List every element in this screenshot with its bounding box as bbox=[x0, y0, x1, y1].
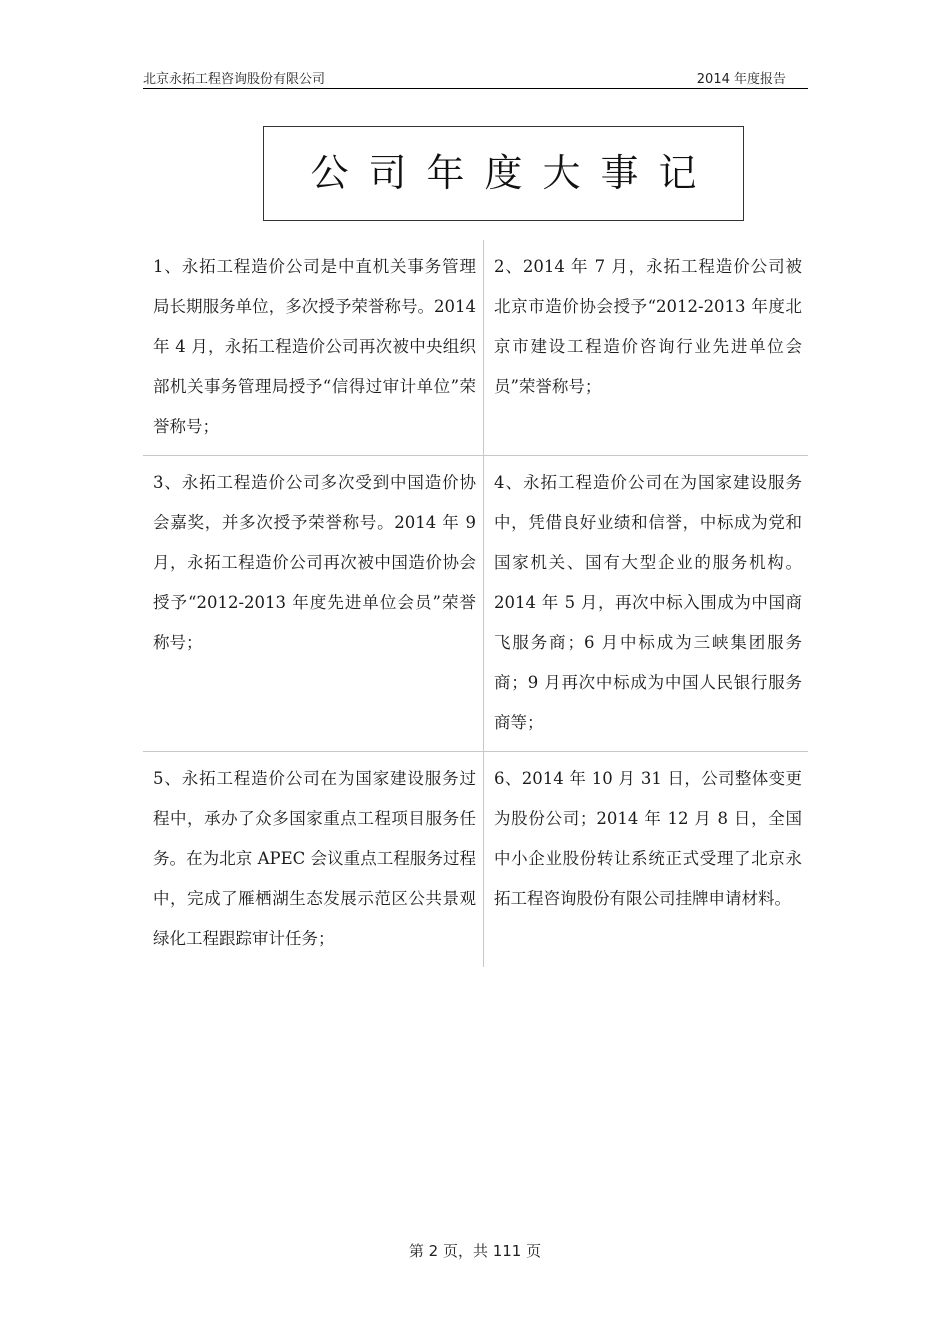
events-row-1 bbox=[143, 240, 808, 456]
event-6: 6、2014 年 10 月 31 日，公司整体变更为股份公司；2014 年 12 月 8 日，全国中小企业股份转让系统正式受理了北京永拓工程咨询股份有限公司挂牌申请材料。 bbox=[494, 769, 802, 908]
header-report-title: 2014 年度报告 bbox=[696, 72, 786, 87]
events-table bbox=[143, 240, 808, 967]
event-4: 4、永拓工程造价公司在为国家建设服务中，凭借良好业绩和信誉，中标成为党和国家机关、国有大型企业的服务机构。2014 年 5 月，再次中标入围成为中国商飞服务商；6 月中标成为三峡集团服务商；9 月再次中标成为中国人民银行服务商等； bbox=[494, 473, 802, 732]
header-company-name: 北京永拓工程咨询股份有限公司 bbox=[143, 72, 326, 87]
page-number: 第 2 页，共 111 页 bbox=[408, 1242, 542, 1260]
event-3: 3、永拓工程造价公司多次受到中国造价协会嘉奖，并多次授予荣誉称号。2014 年 9 月，永拓工程造价公司再次被中国造价协会授予“2012-2013 年度先进单位会员”荣誉称号； bbox=[143, 456, 484, 751]
page-header bbox=[143, 66, 808, 89]
event-5: 5、永拓工程造价公司在为国家建设服务过程中，承办了众多国家重点工程项目服务任务。在为北京 APEC 会议重点工程服务过程中，完成了雁栖湖生态发展示范区公共景观绿化工程跟踪审计任务； bbox=[143, 752, 484, 967]
page-title: 公司年度大事记 bbox=[263, 126, 744, 221]
event-1: 1、永拓工程造价公司是中直机关事务管理局长期服务单位，多次授予荣誉称号。2014 年 4 月，永拓工程造价公司再次被中央组织部机关事务管理局授予“信得过审计单位”荣誉称号； bbox=[143, 240, 484, 455]
events-row-3 bbox=[143, 752, 808, 967]
events-row-2 bbox=[143, 456, 808, 752]
event-2: 2、2014 年 7 月，永拓工程造价公司被北京市造价协会授予“2012-2013 年度北京市建设工程造价咨询行业先进单位会员”荣誉称号； bbox=[494, 257, 802, 396]
